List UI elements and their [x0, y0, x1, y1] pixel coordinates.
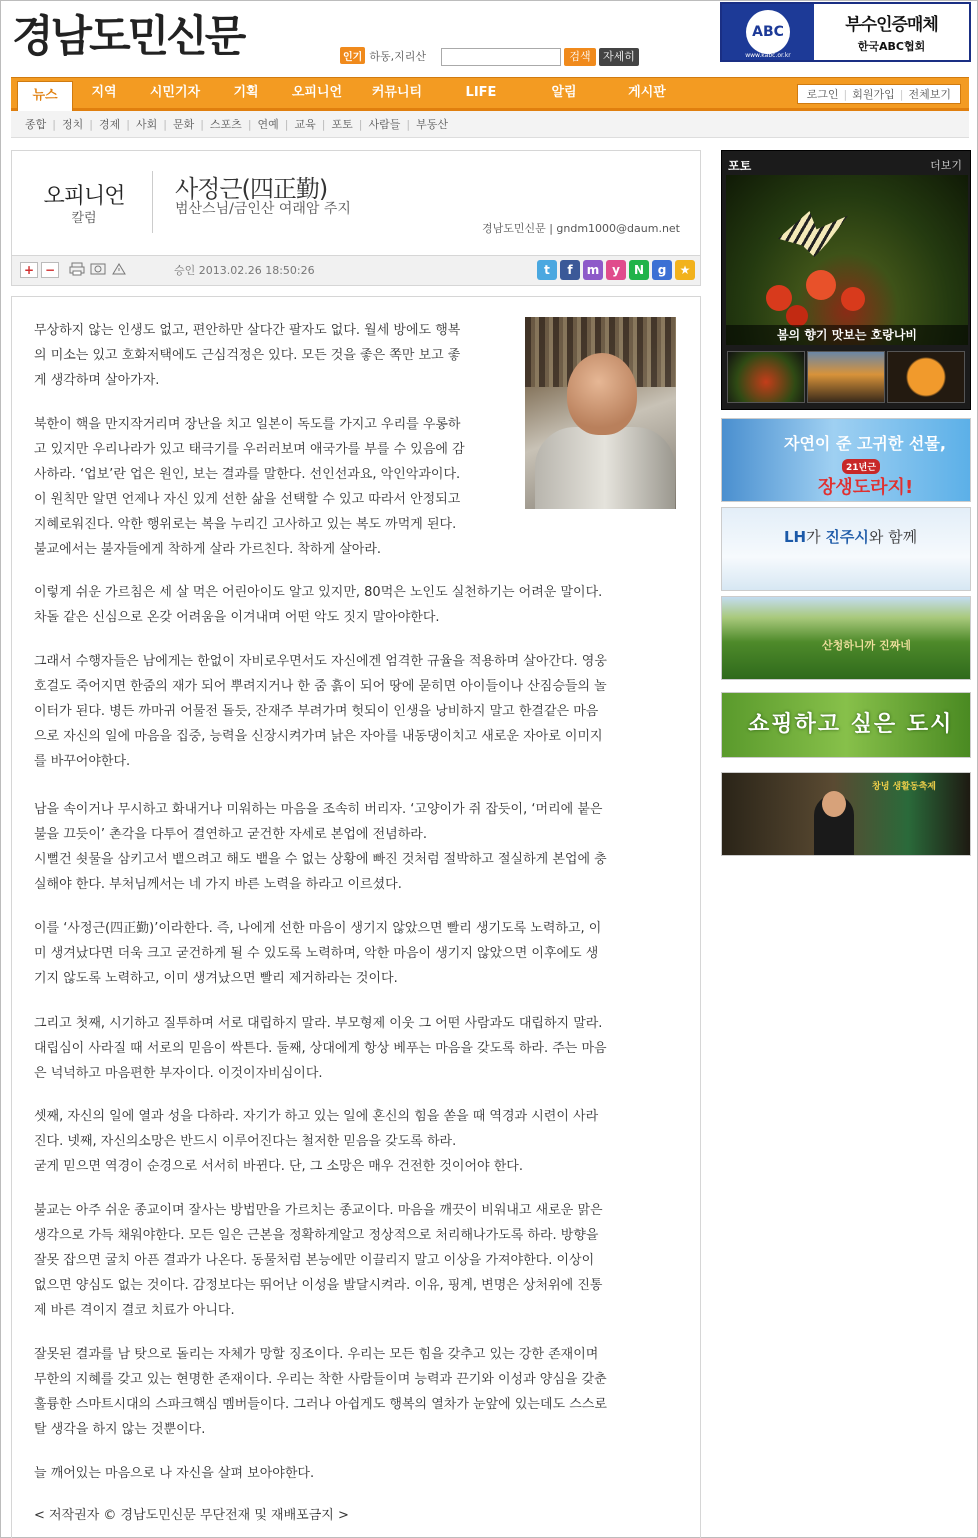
- flower-shape: [786, 305, 808, 327]
- article-line: 남을 속이거나 무시하고 화내거나 미워하는 마음을 조속히 버리자. ‘고양이가 쥐 잡듯이, ‘머리에 붙은: [34, 802, 603, 817]
- separator: |: [358, 117, 363, 131]
- article-line: 탈 생각을 하지 않는 것뿐이다.: [34, 1422, 206, 1437]
- twitter-icon[interactable]: t: [537, 260, 557, 280]
- subnav-item[interactable]: 연예: [257, 118, 279, 131]
- butterfly-shape: [778, 211, 848, 257]
- subnav-item[interactable]: 포토: [331, 118, 353, 131]
- ad-banner-sancheong[interactable]: [721, 596, 971, 680]
- subnav-item[interactable]: 스포츠: [209, 118, 242, 131]
- ad-text: 자연이 준 고귀한 선물,: [784, 434, 946, 453]
- article-toolbar: [11, 256, 701, 286]
- signup-link[interactable]: 회원가입: [852, 88, 895, 101]
- sub-nav: [11, 111, 969, 138]
- ad-text-part: 와 함께: [868, 528, 918, 546]
- article-line: 굳게 믿으면 역경이 순경으로 서서히 바뀐다. 단, 그 소망은 매우 건전한 것이어야 한다.: [34, 1159, 523, 1174]
- ad-text: 장생도라지!: [818, 477, 914, 498]
- article-subtitle: 범산스님/금인산 여래암 주지: [175, 201, 351, 217]
- nav-item-news[interactable]: 뉴스: [17, 81, 73, 112]
- nav-item-notice[interactable]: 알림: [551, 85, 577, 100]
- separator: |: [247, 117, 252, 131]
- separator: |: [843, 87, 848, 101]
- photo-thumbnail[interactable]: [807, 351, 885, 403]
- speaker-face: [822, 791, 846, 817]
- separator: |: [406, 117, 411, 131]
- subsection-name: 칼럼: [71, 211, 97, 226]
- abc-title: 부수인증매체: [845, 15, 938, 35]
- separator: |: [126, 117, 130, 131]
- article-line: 를 바꾸어야한다.: [34, 754, 131, 769]
- article-line: 제 바른 격이지 결코 치료가 아니다.: [34, 1303, 235, 1318]
- article-line: 잘못 잡으면 굴치 아픈 결과가 나온다. 동물처럼 본능에만 이끌리지 말고 이상을 가져야한다. 이상이: [34, 1253, 595, 1268]
- article-paragraph: [34, 580, 602, 630]
- article-line: 생각으로 가득 채워야한다. 모든 일은 근본을 정확하게알고 정상적으로 처리해나가도록 하라. 방향을: [34, 1228, 599, 1243]
- nav-item-board[interactable]: 게시판: [628, 85, 666, 100]
- monk-face-image: [567, 353, 637, 435]
- article-line: 지혜로워진다. 악한 행위로는 복을 누리긴 고사하고 있는 복도 까먹게 된다.: [34, 517, 457, 532]
- detail-search-button[interactable]: 자세히: [599, 48, 639, 66]
- subnav-item[interactable]: 사람들: [368, 118, 401, 131]
- nav-item-planning[interactable]: 기획: [233, 85, 259, 100]
- ad-banner-lh[interactable]: [721, 507, 971, 591]
- hot-keywords: [340, 47, 426, 64]
- article-paragraph: [34, 649, 607, 774]
- ad-banner-festival[interactable]: [721, 772, 971, 856]
- article-line: 불교에서는 불자들에게 착하게 살라 가르친다. 착하게 살아라.: [34, 542, 382, 557]
- subnav-item[interactable]: 경제: [98, 118, 121, 131]
- abc-logo: [722, 4, 814, 60]
- article-line: 은 넉넉하고 마음편한 부자이다. 이것이자비심이다.: [34, 1066, 323, 1081]
- login-link[interactable]: 로그인: [806, 88, 839, 101]
- flower-shape: [841, 287, 865, 311]
- site-logo[interactable]: 경남도민신문: [12, 12, 244, 62]
- photo-widget: [721, 150, 971, 410]
- article-line: 차돌 같은 신심으로 온갖 어려움을 이겨내며 어떤 악도 짓지 말아야한다.: [34, 610, 440, 625]
- ad-text: 산청하니까 진짜네: [822, 639, 911, 652]
- bookmark-icon[interactable]: ★: [675, 260, 695, 280]
- publish-date: 승인 2013.02.26 18:50:26: [174, 264, 315, 277]
- article-line: 없으면 양심도 없는 것이다. 감정보다는 뛰어난 이성을 발달시켜라. 이유, 핑계, 변명은 상처위에 진통: [34, 1278, 603, 1293]
- photo-widget-title: 포토: [728, 159, 752, 173]
- divider: [152, 171, 153, 233]
- article-header: [11, 150, 701, 256]
- flower-shape: [806, 270, 836, 300]
- subnav-item[interactable]: 정치: [61, 118, 84, 131]
- hot-keyword-link[interactable]: 하동,지리산: [369, 49, 426, 63]
- article-line: 그리고 첫째, 시기하고 질투하며 서로 대립하지 말라. 부모형제 이웃 그 어떤 사람과도 대립하지 말라.: [34, 1016, 603, 1031]
- subnav-item[interactable]: 문화: [172, 118, 195, 131]
- account-links: [797, 84, 961, 104]
- ad-text: [784, 526, 917, 547]
- separator: |: [89, 117, 93, 131]
- article-line: 셋째, 자신의 일에 열과 성을 다하라. 자기가 하고 있는 일에 혼신의 힘을 쏟을 때 역경과 시련이 사라: [34, 1109, 599, 1124]
- article-line: 이렇게 쉬운 가르침은 세 살 먹은 어린아이도 알고 있지만, 80먹은 노인도 실천하기는 어려운 말이다.: [34, 585, 603, 600]
- separator: |: [163, 117, 167, 131]
- article-line: 이를 ‘사정근(四正勤)’이라한다. 즉, 나에게 선한 마음이 생기지 않았으면 빨리 생기도록 노력하고, 이: [34, 921, 602, 936]
- robe-image: [535, 427, 675, 509]
- article-line: 진다. 넷째, 자신의소망은 반드시 이루어진다는 철저한 믿음을 갖도록 하라.: [34, 1134, 457, 1149]
- view-all-link[interactable]: 전체보기: [908, 88, 951, 101]
- yozm-icon[interactable]: y: [606, 260, 626, 280]
- save-icon[interactable]: [89, 262, 107, 278]
- article-line: 이 원칙만 알면 언제나 자신 있게 선한 삶을 선택할 수 있고 따라서 안정되고: [34, 492, 461, 507]
- article-line: 기지 않도록 노력하고, 이미 생겨났으면 빨리 제거하라는 것이다.: [34, 971, 398, 986]
- nav-item-life[interactable]: LIFE: [465, 85, 497, 100]
- article-line: 미 생겨났다면 더욱 크고 굳건하게 될 수 있도록 노력하며, 악한 마음이 생기지 않았으면 이후에도 생: [34, 946, 599, 961]
- subnav-item[interactable]: 교육: [294, 118, 316, 131]
- flower-shape: [766, 285, 792, 311]
- author-photo: [525, 317, 676, 509]
- article-line: 사하라. ‘업보’란 업은 원인, 보는 결과를 말한다. 선인선과요, 악인악과이다.: [34, 467, 461, 482]
- abc-banner[interactable]: [720, 2, 971, 62]
- abc-circle-icon: ABC: [746, 10, 790, 54]
- subnav-item[interactable]: 부동산: [416, 118, 448, 131]
- article-paragraph: [34, 1104, 598, 1179]
- me2day-icon[interactable]: m: [583, 260, 603, 280]
- print-icon[interactable]: [68, 262, 86, 278]
- article-line: 잘못된 결과를 남 탓으로 돌리는 자체가 망할 징조이다. 우리는 모든 힘을 갖추고 있는 강한 존재이며: [34, 1347, 599, 1362]
- article-title: 사정근(四正勤): [175, 175, 328, 203]
- article-paragraph: [34, 797, 607, 897]
- section-name: 오피니언: [43, 184, 125, 209]
- article-paragraph: [34, 916, 601, 991]
- ad-text: 쇼핑하고 싶은 도시: [748, 712, 954, 737]
- separator: |: [200, 117, 204, 131]
- article-line: 훌륭한 스마트시대의 스파크핵심 멤버들이다. 그러나 아쉽게도 행복의 열차가 눈앞에 있는데도 스스로: [34, 1397, 607, 1412]
- google-icon[interactable]: g: [652, 260, 672, 280]
- subnav-item[interactable]: 종합: [25, 118, 47, 131]
- nav-item-region[interactable]: 지역: [91, 85, 117, 100]
- ad-brand: LH: [784, 528, 807, 546]
- nav-item-opinion[interactable]: 오피니언: [291, 85, 343, 100]
- photo-main-image[interactable]: [726, 175, 968, 345]
- main-nav: [11, 77, 969, 111]
- ad-text: 창녕 생활동축제: [872, 782, 936, 792]
- article-paragraph: [34, 1011, 607, 1086]
- article-line: 불을 끄듯이’ 촌각을 다투어 결연하고 굳건한 자세로 본업에 전념하라.: [34, 827, 427, 842]
- abc-subtitle: 한국ABC협회: [857, 40, 926, 53]
- article-line: 이터가 된다. 병든 까마귀 어물전 돌듯, 잔재주 부려가며 헛되이 인생을 낭비하지 말고 한결같은 마음: [34, 704, 599, 719]
- photo-caption: 봄의 향기 맛보는 호랑나비: [726, 325, 968, 345]
- ad-banner-shopping[interactable]: [721, 692, 971, 758]
- article-line: 대립심이 사라질 때 서로의 믿음이 싹튼다. 둘째, 상대에게 항상 베푸는 마음을 갖도록 하라. 주는 마음: [34, 1041, 607, 1056]
- separator: |: [899, 87, 904, 101]
- article-line: 게 생각하며 살아가자.: [34, 373, 160, 388]
- separator: |: [52, 117, 56, 131]
- nav-item-community[interactable]: 커뮤니티: [371, 85, 423, 100]
- copyright-notice: < 저작권자 © 경남도민신문 무단전재 및 재배포금지 >: [34, 1508, 349, 1523]
- article-paragraph: [34, 1198, 603, 1323]
- naver-icon[interactable]: N: [629, 260, 649, 280]
- byline: 경남도민신문 | gndm1000@daum.net: [481, 222, 680, 235]
- article-line: 그래서 수행자들은 남에게는 한없이 자비로우면서도 자신에겐 엄격한 규율을 적용하며 살아간다. 영웅: [34, 654, 607, 669]
- article-paragraph: [34, 1461, 314, 1486]
- photo-more-link[interactable]: 더보기: [930, 159, 962, 172]
- article-line: 실해야 한다. 부처님께서는 네 가지 바른 노력을 하라고 이르셨다.: [34, 877, 402, 892]
- font-increase-button[interactable]: +: [20, 262, 38, 278]
- abc-url: www.kabc.or.kr: [745, 52, 791, 59]
- ad-city: 진주시: [825, 528, 869, 546]
- article-paragraph: [34, 318, 460, 393]
- article-line: 불교는 아주 쉬운 종교이며 잘사는 방법만을 가르치는 종교이다. 마음을 깨끗이 비워내고 새로운 맑은: [34, 1203, 603, 1218]
- report-icon[interactable]: [110, 262, 128, 278]
- article-line: 시뻘건 쇳물을 삼키고서 뱉으려고 해도 뱉을 수 없는 상황에 빠진 것처럼 절박하고 절실하게 본업에 충: [34, 852, 607, 867]
- separator: |: [284, 117, 289, 131]
- ad-badge: 21년근: [842, 459, 880, 474]
- article-line: 무한의 지혜를 갖고 있는 현명한 존재이다. 우리는 착한 사람들이며 능력과 끈기와 이성과 양심을 갖춘: [34, 1372, 607, 1387]
- article-paragraph: [34, 412, 465, 562]
- article-line: 북한이 핵을 만지작거리며 장난을 치고 일본이 독도를 가지고 우리를 우롱하: [34, 417, 461, 432]
- hot-badge: 인기: [340, 47, 365, 64]
- article-line: 고 있지만 우리나라가 있고 태극기를 우러러보며 애국가를 부를 수 있음에 감: [34, 442, 465, 457]
- article-paragraph: [34, 1342, 607, 1442]
- article-line: 의 미소는 있고 호화저택에도 근심걱정은 있다. 모든 것을 좋은 쪽만 보고 좋: [34, 348, 461, 363]
- article-line: 으로 자신의 일에 마음을 집중, 능력을 신장시켜가며 낡은 자아를 내동댕이치고 새로운 자아로 이미지: [34, 729, 603, 744]
- nav-item-citizen-reporter[interactable]: 시민기자: [149, 85, 201, 100]
- article-line: 호걸도 죽어지면 한줌의 재가 되어 뿌려지거나 한 줌 흙이 되어 땅에 묻히면 아이들이나 산짐승들의 놀: [34, 679, 607, 694]
- search-button[interactable]: 검색: [564, 48, 596, 66]
- ad-text-part: 가: [806, 528, 826, 546]
- search-input[interactable]: [441, 48, 561, 66]
- ad-banner-doraji[interactable]: [721, 418, 971, 502]
- separator: |: [321, 117, 326, 131]
- font-decrease-button[interactable]: −: [41, 262, 59, 278]
- facebook-icon[interactable]: f: [560, 260, 580, 280]
- photo-thumbnail[interactable]: [887, 351, 965, 403]
- article-line: 무상하지 않는 인생도 없고, 편안하만 살다간 팔자도 없다. 월세 방에도 행복: [34, 323, 461, 338]
- subnav-item[interactable]: 사회: [135, 118, 158, 131]
- photo-thumbnail[interactable]: [727, 351, 805, 403]
- article-line: 늘 깨어있는 마음으로 나 자신을 살펴 보아야한다.: [34, 1466, 315, 1481]
